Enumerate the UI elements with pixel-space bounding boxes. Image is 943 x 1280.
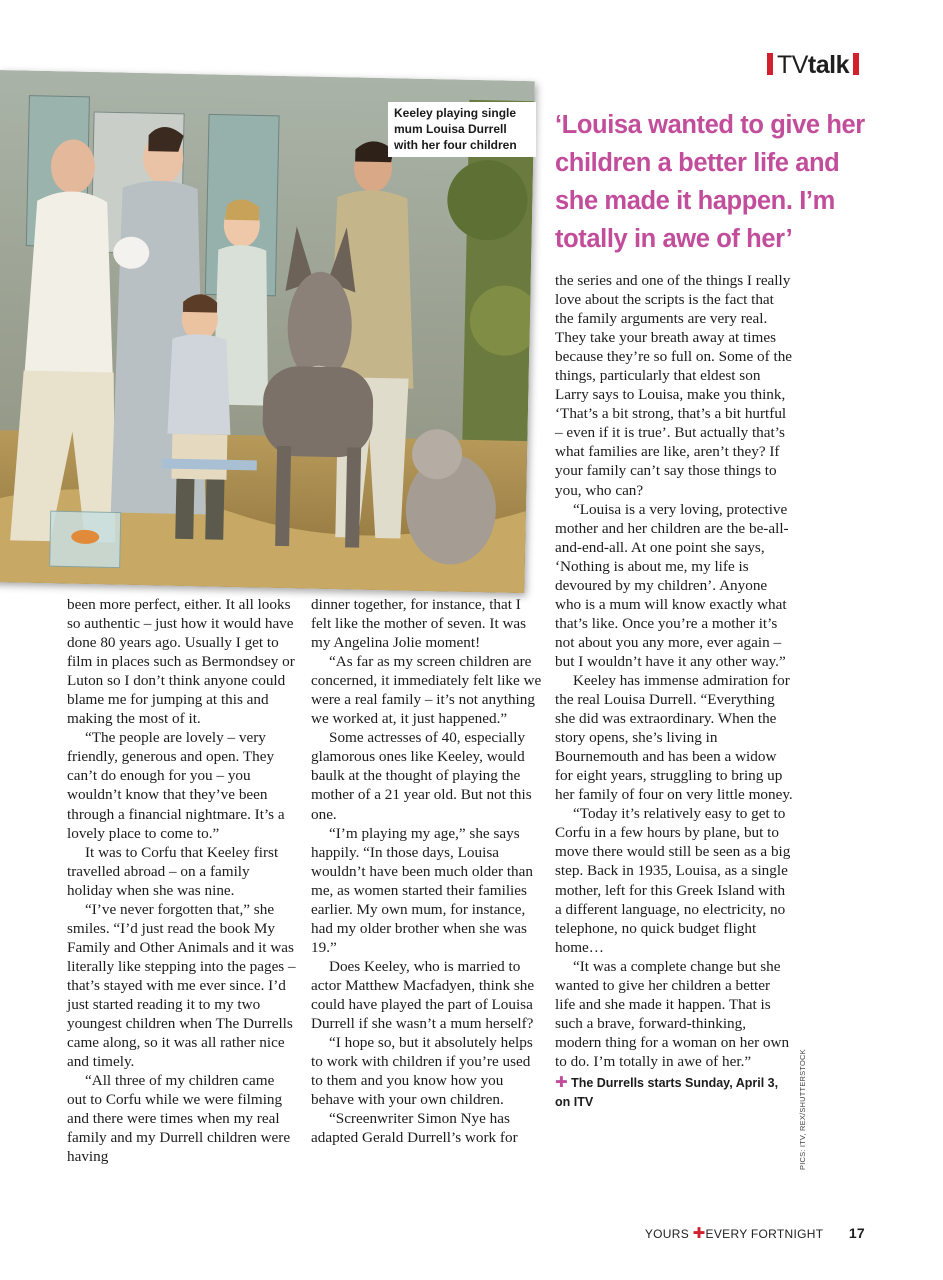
article-column-1 <box>67 595 297 1166</box>
col3-paragraph: the series and one of the things I really love about the scripts is the fact that the family arguments are very real. They take your breath away at times because they’re so full on. Some of the things, particularly that eldest son Larry says to Louisa, make you think, ‘That’s a bit strong, that’s a bit hurtful – even if it is true’. But actually that’s what families are like, aren’t they? If your family can’t say those things to you, who can? <box>555 272 793 499</box>
col2-paragraph: “As far as my screen children are concerned, it immediately felt like we were a real family – it’s not anything we worked at, it just happened.” <box>311 653 542 728</box>
col1-paragraph: “The people are lovely – very friendly, generous and open. They can’t do enough for you – you wouldn’t know that they’ve been through a financial nightmare. It’s a lovely place to come to.” <box>67 729 285 842</box>
col1-paragraph: “I’ve never forgotten that,” she smiles. “I’d just read the book My Family and Other Animals and it was literally like stepping into the pages – that’s stayed with me ever since. I’d just started reading it to my two youngest children when The Durrells came along, so it was all rather nice and timely. <box>67 900 296 1071</box>
footer-tagline: EVERY FORTNIGHT <box>705 1227 824 1241</box>
plus-icon: ✚ <box>555 1073 568 1091</box>
cross-icon: ✚ <box>692 1225 706 1242</box>
col3-paragraph: Keeley has immense admiration for the real Louisa Durrell. “Everything she did was extraordinary. When the story opens, she’s living in Bournemouth and has been a widow for eight years, struggling to bring up her family of four on very little money. <box>555 671 793 804</box>
article-column-2 <box>311 595 543 1147</box>
col2-paragraph: dinner together, for instance, that I felt like the mother of seven. It was my Angelina Jolie moment! <box>311 596 527 652</box>
col3-paragraph: “It was a complete change but she wanted to give her children a better life and she made it happen. That is such a brave, forward-thinking, modern thing for a woman on her own to do. I’m totally in awe of her.” <box>555 957 790 1070</box>
page-number: 17 <box>848 1225 865 1241</box>
col1-paragraph: been more perfect, either. It all looks so authentic – just how it would have done 80 years ago. Usually I get to film in places such as Bermondsey or Luton so I don’t think anyone could blame me for jumping at this and making the most of it. <box>67 596 295 728</box>
broadcast-info-text: The Durrells starts Sunday, April 3, on ITV <box>555 1075 779 1109</box>
footer-brand: YOURS <box>644 1227 690 1241</box>
col1-paragraph: It was to Corfu that Keeley first travelled abroad – on a family holiday when she was nine. <box>67 843 279 899</box>
photo-caption: Keeley playing single mum Louisa Durrell with her four children <box>388 102 536 157</box>
col2-paragraph: “I hope so, but it absolutely helps to work with children if you’re used to them and you know how you behave with your own children. <box>311 1034 533 1109</box>
col3-paragraph: “Louisa is a very loving, protective mother and her children are the be-all-and-end-all. At one point she says, ‘Nothing is about me, my life is devoured by my children’. Anyone who is a mum will know exactly what that’s like. Once you’re a mother it’s not about you any more, ever again – but I wouldn’t have it any other way.” <box>555 500 789 670</box>
article-column-3 <box>555 271 793 1112</box>
col3-paragraph: “Today it’s relatively easy to get to Corfu in a few hours by plane, but to move there would still be seen as a big step. Back in 1935, Louisa, as a single mother, left for this Greek Island with a different language, no electricity, no telephone, no quick budget flight home… <box>555 805 791 956</box>
photo-credit: PICS: ITV, REX/SHUTTERSTOCK <box>798 1049 807 1170</box>
section-bar-right <box>853 53 859 75</box>
col2-paragraph: “I’m playing my age,” she says happily. “In those days, Louisa wouldn’t have been much older than me, as women started their families earlier. My own mum, for instance, had my older brother when she was 19.” <box>311 824 533 956</box>
section-bar-left <box>767 53 773 75</box>
broadcast-info <box>555 1073 793 1112</box>
section-tag-talk: talk <box>807 51 849 79</box>
page-footer <box>645 1224 865 1242</box>
section-tag <box>763 50 863 80</box>
section-tag-tv: TV <box>776 51 808 79</box>
pull-quote: ‘Louisa wanted to give her children a better life and she made it happen. I’m totally in awe of her’ <box>555 111 865 253</box>
col1-paragraph: “All three of my children came out to Corfu while we were filming and there were times when my real family and my Durrell children were having <box>67 1072 291 1166</box>
col2-paragraph: “Screenwriter Simon Nye has adapted Gerald Durrell’s work for <box>311 1110 518 1147</box>
col2-paragraph: Some actresses of 40, especially glamorous ones like Keeley, would baulk at the thought of playing the mother of a 21 year old. But not this one. <box>311 729 532 823</box>
col2-paragraph: Does Keeley, who is married to actor Matthew Macfadyen, think she could have played the part of Louisa Durrell if she wasn’t a mum herself? <box>311 957 535 1033</box>
